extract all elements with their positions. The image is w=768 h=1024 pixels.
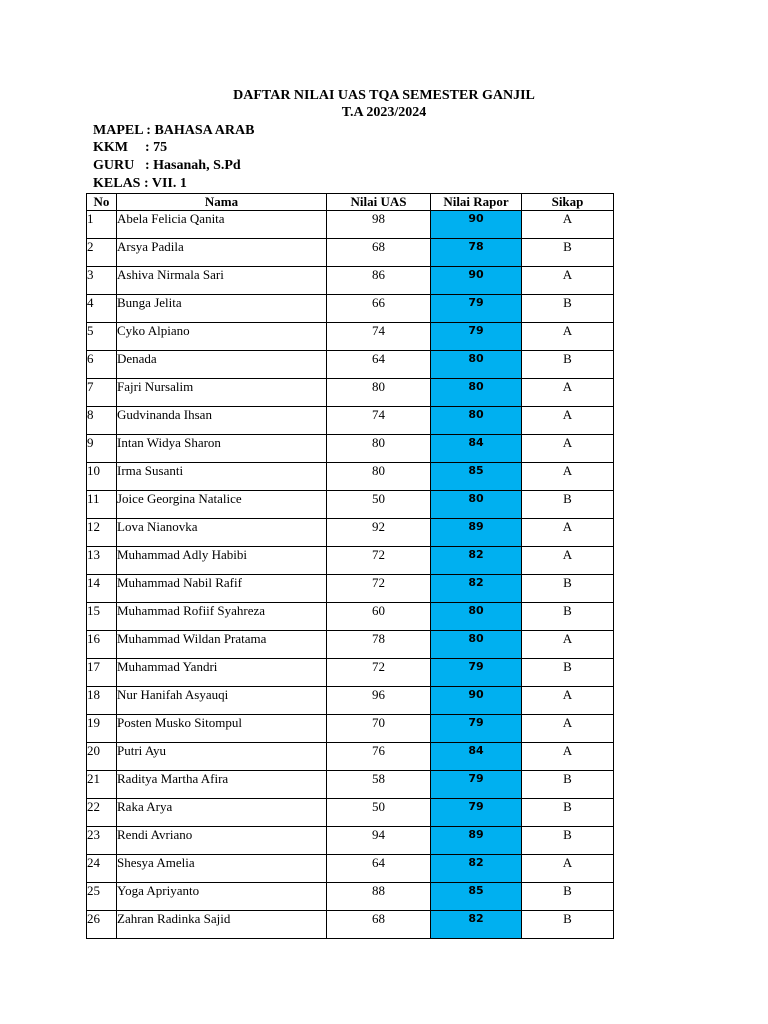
kkm-label: KKM xyxy=(93,140,128,155)
kkm-value: : 75 xyxy=(145,140,168,155)
row-number: 22 xyxy=(87,799,117,827)
nilai-rapor-cell: 79 xyxy=(431,715,522,743)
sikap-cell: B xyxy=(522,603,614,631)
nilai-uas-cell: 78 xyxy=(327,631,431,659)
nilai-rapor-cell: 89 xyxy=(431,827,522,855)
sikap-cell: A xyxy=(522,855,614,883)
nilai-rapor-cell: 90 xyxy=(431,211,522,239)
table-row xyxy=(87,323,614,351)
nilai-rapor-cell: 90 xyxy=(431,267,522,295)
nilai-uas-cell: 80 xyxy=(327,435,431,463)
nilai-uas-cell: 68 xyxy=(327,911,431,939)
sikap-cell: B xyxy=(522,827,614,855)
table-row xyxy=(87,351,614,379)
nilai-rapor-cell: 82 xyxy=(431,855,522,883)
table-body xyxy=(87,211,614,939)
nilai-rapor-cell: 79 xyxy=(431,323,522,351)
sikap-cell: B xyxy=(522,491,614,519)
student-name: Muhammad Nabil Rafif xyxy=(117,575,327,603)
nilai-rapor-cell: 90 xyxy=(431,687,522,715)
teacher-value: : Hasanah, S.Pd xyxy=(145,158,241,173)
student-name: Nur Hanifah Asyauqi xyxy=(117,687,327,715)
row-number: 10 xyxy=(87,463,117,491)
row-number: 8 xyxy=(87,407,117,435)
sikap-cell: B xyxy=(522,883,614,911)
student-name: Muhammad Wildan Pratama xyxy=(117,631,327,659)
row-number: 6 xyxy=(87,351,117,379)
header-nilai-rapor: Nilai Rapor xyxy=(431,194,522,211)
table-row xyxy=(87,715,614,743)
row-number: 4 xyxy=(87,295,117,323)
subject-info: MAPEL : BAHASA ARAB xyxy=(93,123,255,138)
nilai-rapor-cell: 79 xyxy=(431,659,522,687)
kkm-info xyxy=(93,139,167,156)
student-name: Lova Nianovka xyxy=(117,519,327,547)
nilai-rapor-cell: 80 xyxy=(431,491,522,519)
student-name: Rendi Avriano xyxy=(117,827,327,855)
row-number: 17 xyxy=(87,659,117,687)
nilai-uas-cell: 80 xyxy=(327,379,431,407)
nilai-uas-cell: 66 xyxy=(327,295,431,323)
table-row xyxy=(87,603,614,631)
student-name: Joice Georgina Natalice xyxy=(117,491,327,519)
student-name: Denada xyxy=(117,351,327,379)
table-row xyxy=(87,659,614,687)
nilai-uas-cell: 76 xyxy=(327,743,431,771)
student-name: Muhammad Adly Habibi xyxy=(117,547,327,575)
row-number: 23 xyxy=(87,827,117,855)
sikap-cell: B xyxy=(522,911,614,939)
row-number: 3 xyxy=(87,267,117,295)
nilai-rapor-cell: 80 xyxy=(431,407,522,435)
nilai-uas-cell: 74 xyxy=(327,323,431,351)
nilai-uas-cell: 98 xyxy=(327,211,431,239)
nilai-rapor-cell: 82 xyxy=(431,575,522,603)
student-name: Putri Ayu xyxy=(117,743,327,771)
header-sikap: Sikap xyxy=(522,194,614,211)
row-number: 15 xyxy=(87,603,117,631)
student-name: Posten Musko Sitompul xyxy=(117,715,327,743)
table-row xyxy=(87,547,614,575)
nilai-uas-cell: 72 xyxy=(327,575,431,603)
nilai-rapor-cell: 79 xyxy=(431,771,522,799)
row-number: 1 xyxy=(87,211,117,239)
table-row xyxy=(87,407,614,435)
row-number: 7 xyxy=(87,379,117,407)
table-row xyxy=(87,827,614,855)
student-name: Gudvinanda Ihsan xyxy=(117,407,327,435)
nilai-uas-cell: 86 xyxy=(327,267,431,295)
nilai-rapor-cell: 89 xyxy=(431,519,522,547)
student-name: Cyko Alpiano xyxy=(117,323,327,351)
table-row xyxy=(87,239,614,267)
sikap-cell: A xyxy=(522,687,614,715)
table-row xyxy=(87,883,614,911)
grades-table xyxy=(86,193,614,939)
row-number: 14 xyxy=(87,575,117,603)
table-row xyxy=(87,519,614,547)
sikap-cell: A xyxy=(522,715,614,743)
table-row xyxy=(87,267,614,295)
nilai-rapor-cell: 79 xyxy=(431,295,522,323)
teacher-label: GURU xyxy=(93,158,135,173)
header-nama: Nama xyxy=(117,194,327,211)
nilai-rapor-cell: 85 xyxy=(431,463,522,491)
table-row xyxy=(87,687,614,715)
nilai-uas-cell: 72 xyxy=(327,659,431,687)
sikap-cell: A xyxy=(522,631,614,659)
sikap-cell: A xyxy=(522,323,614,351)
student-name: Irma Susanti xyxy=(117,463,327,491)
document-title: DAFTAR NILAI UAS TQA SEMESTER GANJIL xyxy=(233,88,535,103)
row-number: 24 xyxy=(87,855,117,883)
row-number: 21 xyxy=(87,771,117,799)
table-row xyxy=(87,911,614,939)
nilai-uas-cell: 80 xyxy=(327,463,431,491)
row-number: 20 xyxy=(87,743,117,771)
table-row xyxy=(87,379,614,407)
nilai-rapor-cell: 80 xyxy=(431,631,522,659)
table-header-row xyxy=(87,194,614,211)
sikap-cell: B xyxy=(522,351,614,379)
sikap-cell: A xyxy=(522,743,614,771)
header-nilai-uas: Nilai UAS xyxy=(327,194,431,211)
table-row xyxy=(87,631,614,659)
nilai-rapor-cell: 85 xyxy=(431,883,522,911)
sikap-cell: A xyxy=(522,379,614,407)
student-name: Shesya Amelia xyxy=(117,855,327,883)
row-number: 13 xyxy=(87,547,117,575)
student-name: Arsya Padila xyxy=(117,239,327,267)
row-number: 25 xyxy=(87,883,117,911)
sikap-cell: B xyxy=(522,239,614,267)
row-number: 18 xyxy=(87,687,117,715)
sikap-cell: A xyxy=(522,547,614,575)
table-row xyxy=(87,463,614,491)
sikap-cell: B xyxy=(522,295,614,323)
nilai-uas-cell: 50 xyxy=(327,491,431,519)
nilai-uas-cell: 68 xyxy=(327,239,431,267)
row-number: 9 xyxy=(87,435,117,463)
nilai-rapor-cell: 80 xyxy=(431,379,522,407)
header-no: No xyxy=(87,194,117,211)
row-number: 2 xyxy=(87,239,117,267)
nilai-uas-cell: 64 xyxy=(327,855,431,883)
nilai-uas-cell: 88 xyxy=(327,883,431,911)
teacher-info xyxy=(93,157,241,174)
nilai-rapor-cell: 80 xyxy=(431,351,522,379)
student-name: Ashiva Nirmala Sari xyxy=(117,267,327,295)
nilai-rapor-cell: 79 xyxy=(431,799,522,827)
sikap-cell: A xyxy=(522,435,614,463)
nilai-uas-cell: 50 xyxy=(327,799,431,827)
class-info: KELAS : VII. 1 xyxy=(93,176,187,191)
nilai-uas-cell: 74 xyxy=(327,407,431,435)
nilai-rapor-cell: 82 xyxy=(431,911,522,939)
row-number: 5 xyxy=(87,323,117,351)
student-name: Raditya Martha Afira xyxy=(117,771,327,799)
nilai-uas-cell: 92 xyxy=(327,519,431,547)
row-number: 26 xyxy=(87,911,117,939)
sikap-cell: A xyxy=(522,463,614,491)
row-number: 19 xyxy=(87,715,117,743)
nilai-rapor-cell: 80 xyxy=(431,603,522,631)
row-number: 11 xyxy=(87,491,117,519)
student-name: Yoga Apriyanto xyxy=(117,883,327,911)
nilai-uas-cell: 72 xyxy=(327,547,431,575)
nilai-rapor-cell: 78 xyxy=(431,239,522,267)
nilai-uas-cell: 94 xyxy=(327,827,431,855)
table-row xyxy=(87,771,614,799)
student-name: Bunga Jelita xyxy=(117,295,327,323)
sikap-cell: A xyxy=(522,211,614,239)
table-row xyxy=(87,491,614,519)
student-name: Fajri Nursalim xyxy=(117,379,327,407)
table-row xyxy=(87,743,614,771)
sikap-cell: B xyxy=(522,575,614,603)
student-name: Abela Felicia Qanita xyxy=(117,211,327,239)
nilai-uas-cell: 58 xyxy=(327,771,431,799)
sikap-cell: B xyxy=(522,659,614,687)
student-name: Muhammad Rofiif Syahreza xyxy=(117,603,327,631)
academic-year: T.A 2023/2024 xyxy=(341,105,427,120)
nilai-uas-cell: 96 xyxy=(327,687,431,715)
nilai-uas-cell: 64 xyxy=(327,351,431,379)
nilai-rapor-cell: 82 xyxy=(431,547,522,575)
student-name: Muhammad Yandri xyxy=(117,659,327,687)
sikap-cell: B xyxy=(522,771,614,799)
sikap-cell: B xyxy=(522,799,614,827)
table-row xyxy=(87,295,614,323)
table-row xyxy=(87,575,614,603)
table-row xyxy=(87,211,614,239)
table-row xyxy=(87,435,614,463)
nilai-uas-cell: 70 xyxy=(327,715,431,743)
row-number: 12 xyxy=(87,519,117,547)
table-row xyxy=(87,799,614,827)
sikap-cell: A xyxy=(522,407,614,435)
nilai-rapor-cell: 84 xyxy=(431,435,522,463)
student-name: Raka Arya xyxy=(117,799,327,827)
sikap-cell: A xyxy=(522,267,614,295)
table-row xyxy=(87,855,614,883)
student-name: Zahran Radinka Sajid xyxy=(117,911,327,939)
sikap-cell: A xyxy=(522,519,614,547)
nilai-rapor-cell: 84 xyxy=(431,743,522,771)
student-name: Intan Widya Sharon xyxy=(117,435,327,463)
nilai-uas-cell: 60 xyxy=(327,603,431,631)
row-number: 16 xyxy=(87,631,117,659)
